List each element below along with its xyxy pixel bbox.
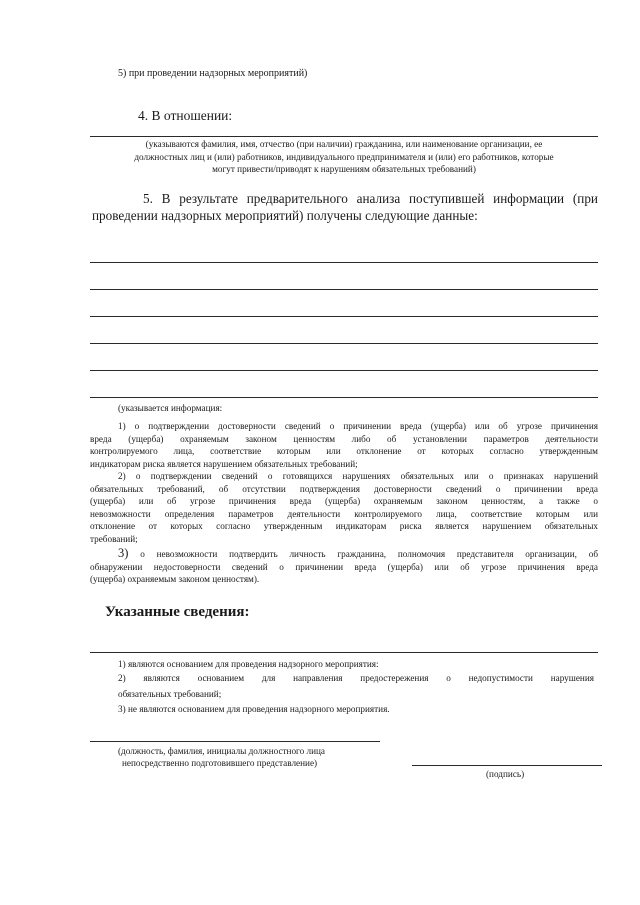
paragraph-line: 2) о подтверждении сведений о готовящихся нарушениях обязательных или о признаках нарушений: [118, 471, 598, 481]
paragraph-line: [90, 547, 598, 561]
paragraph-line: (ущерба) или об угрозе причинения вреда (ущерба) охраняемым законом ценностям, а также о: [90, 496, 598, 506]
fill-line: [90, 289, 598, 290]
paragraph-line: 1) о подтверждении достоверности сведений о причинении вреда (ущерба) или об угрозе причинения: [118, 421, 598, 431]
paragraph-line: обнаружении недостоверности сведений о причинении вреда (ущерба) или об угрозе причинения вреда: [90, 561, 598, 572]
fill-line: [90, 262, 598, 263]
fill-line: [90, 343, 598, 344]
caption-line: должностных лиц и (или) работников, индивидуального предпринимателя и (или) его работников, которые: [134, 151, 554, 162]
section-5-line-1: 5. В результате предварительного анализа поступившей информации (при: [143, 191, 598, 206]
section-4-title: 4. В отношении:: [138, 108, 233, 123]
paragraph-line: (ущерба) охраняемым законом ценностям).: [90, 574, 260, 584]
conclusion-item-3: 3) не являются основанием для проведения надзорного мероприятия.: [118, 704, 390, 714]
paragraph-line: невозможности определения параметров деятельности контролируемого лица, соответствие которым или: [90, 508, 598, 519]
section-4-fill-line: [90, 136, 598, 137]
conclusion-title: Указанные сведения:: [105, 604, 250, 620]
paragraph-3-text: о невозможности подтвердить личность гражданина, полномочия представителя организации, об: [140, 549, 599, 559]
paragraph-line: требований;: [90, 533, 138, 544]
section-4-caption: [90, 138, 598, 176]
signature-fill-line: [412, 765, 602, 766]
caption-line: могут привести/приводят к нарушениям обязательных требований): [212, 164, 476, 174]
fill-line: [90, 370, 598, 371]
paragraph-line: отклонение от которых согласно утвержденным индикаторам риска является нарушением обязательных: [90, 521, 598, 531]
conclusion-item-2-cont: обязательных требований;: [118, 689, 222, 699]
paragraph-line: обязательных требований, об отсутствии подтверждения достоверности сведений о причинении вреда: [90, 483, 598, 494]
paragraph-3-number: 3): [118, 546, 129, 560]
info-paragraph-2: [90, 470, 598, 545]
paragraph-line: вреда (ущерба) охраняемым законом ценностям либо об установлении параметров деятельности: [90, 433, 598, 444]
fill-line: [90, 397, 598, 398]
paragraph-line: контролируемого лица, соответствие которым или отклонение от которых согласно утвержденным: [90, 446, 598, 456]
position-caption-1: (должность, фамилия, инициалы должностного лица: [118, 746, 325, 756]
info-paragraph-3: [90, 547, 598, 586]
paragraph-line: индикаторам риска является нарушением обязательных требований;: [90, 458, 358, 469]
info-heading: (указывается информация:: [118, 403, 223, 413]
conclusion-item-2: 2) являются основанием для направления предостережения о недопустимости нарушения: [118, 673, 594, 683]
position-fill-line: [90, 741, 380, 742]
conclusion-item-1: 1) являются основанием для проведения надзорного мероприятия:: [118, 659, 379, 669]
caption-line: (указываются фамилия, имя, отчество (при наличии) гражданина, или наименование организации, ее: [145, 139, 543, 149]
signature-caption: (подпись): [486, 769, 525, 779]
previous-item-5: 5) при проведении надзорных мероприятий): [118, 68, 308, 79]
conclusion-fill-line: [90, 652, 598, 653]
position-caption-2: непосредственно подготовившего представление): [122, 758, 318, 768]
fill-line: [90, 316, 598, 317]
section-5-line-2: проведении надзорных мероприятий) получены следующие данные:: [92, 208, 478, 223]
info-paragraph-1: [90, 420, 598, 470]
